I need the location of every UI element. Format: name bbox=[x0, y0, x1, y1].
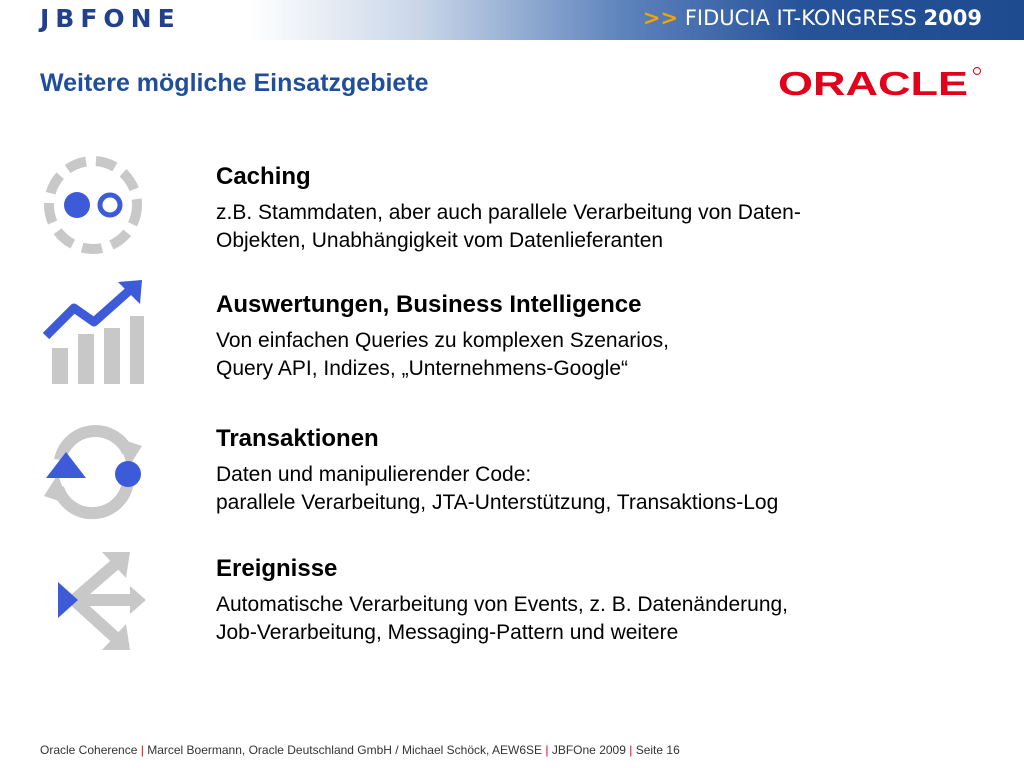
congress-name: FIDUCIA IT-KONGRESS bbox=[684, 6, 917, 30]
congress-prefix: >> bbox=[642, 6, 679, 30]
footer-page-number: Seite 16 bbox=[635, 743, 680, 757]
caching-icon bbox=[38, 150, 148, 260]
section-heading: Ereignisse bbox=[216, 555, 338, 582]
section-body-line: Automatische Verarbeitung von Events, z. B. Datenänderung, bbox=[216, 593, 789, 616]
section-body bbox=[216, 591, 976, 647]
section-body bbox=[216, 199, 976, 255]
oracle-logo bbox=[776, 62, 984, 106]
sync-arrows-icon bbox=[38, 416, 148, 526]
bar-chart-trend-icon bbox=[38, 278, 148, 388]
section-transaktionen bbox=[216, 425, 976, 517]
section-ereignisse bbox=[216, 555, 976, 647]
footer-event: JBFOne 2009 bbox=[551, 743, 626, 757]
footer-authors: Marcel Boermann, Oracle Deutschland GmbH / Michael Schöck, AEW6SE bbox=[147, 743, 543, 757]
section-body bbox=[216, 327, 976, 383]
section-heading: Caching bbox=[216, 163, 311, 190]
section-caching bbox=[216, 163, 976, 255]
footer-separator: | bbox=[629, 743, 633, 757]
section-body-line: Objekten, Unabhängigkeit vom Datenlieferanten bbox=[216, 229, 664, 252]
section-heading: Auswertungen, Business Intelligence bbox=[216, 291, 642, 318]
footer-separator: | bbox=[140, 743, 144, 757]
section-auswertungen bbox=[216, 291, 976, 383]
section-body-line: parallele Verarbeitung, JTA-Unterstützung, Transaktions-Log bbox=[216, 491, 779, 514]
section-body-line: Query API, Indizes, „Unternehmens-Google“ bbox=[216, 357, 629, 380]
oracle-logo-text: ORACLE bbox=[778, 65, 968, 102]
section-body-line: z.B. Stammdaten, aber auch parallele Verarbeitung von Daten- bbox=[216, 201, 801, 224]
footer bbox=[40, 743, 680, 757]
header-bar bbox=[0, 0, 1024, 40]
congress-banner bbox=[643, 6, 982, 30]
event-arrows-icon bbox=[38, 548, 148, 658]
section-body bbox=[216, 461, 976, 517]
brand-logo: JBFONE bbox=[40, 4, 181, 33]
footer-product: Oracle Coherence bbox=[40, 743, 138, 757]
congress-year: 2009 bbox=[923, 6, 982, 30]
section-heading: Transaktionen bbox=[216, 425, 379, 452]
section-body-line: Job-Verarbeitung, Messaging-Pattern und weitere bbox=[216, 621, 679, 644]
footer-separator: | bbox=[545, 743, 549, 757]
slide-title: Weitere mögliche Einsatzgebiete bbox=[40, 69, 429, 97]
section-body-line: Von einfachen Queries zu komplexen Szenarios, bbox=[216, 329, 669, 352]
section-body-line: Daten und manipulierender Code: bbox=[216, 463, 532, 486]
